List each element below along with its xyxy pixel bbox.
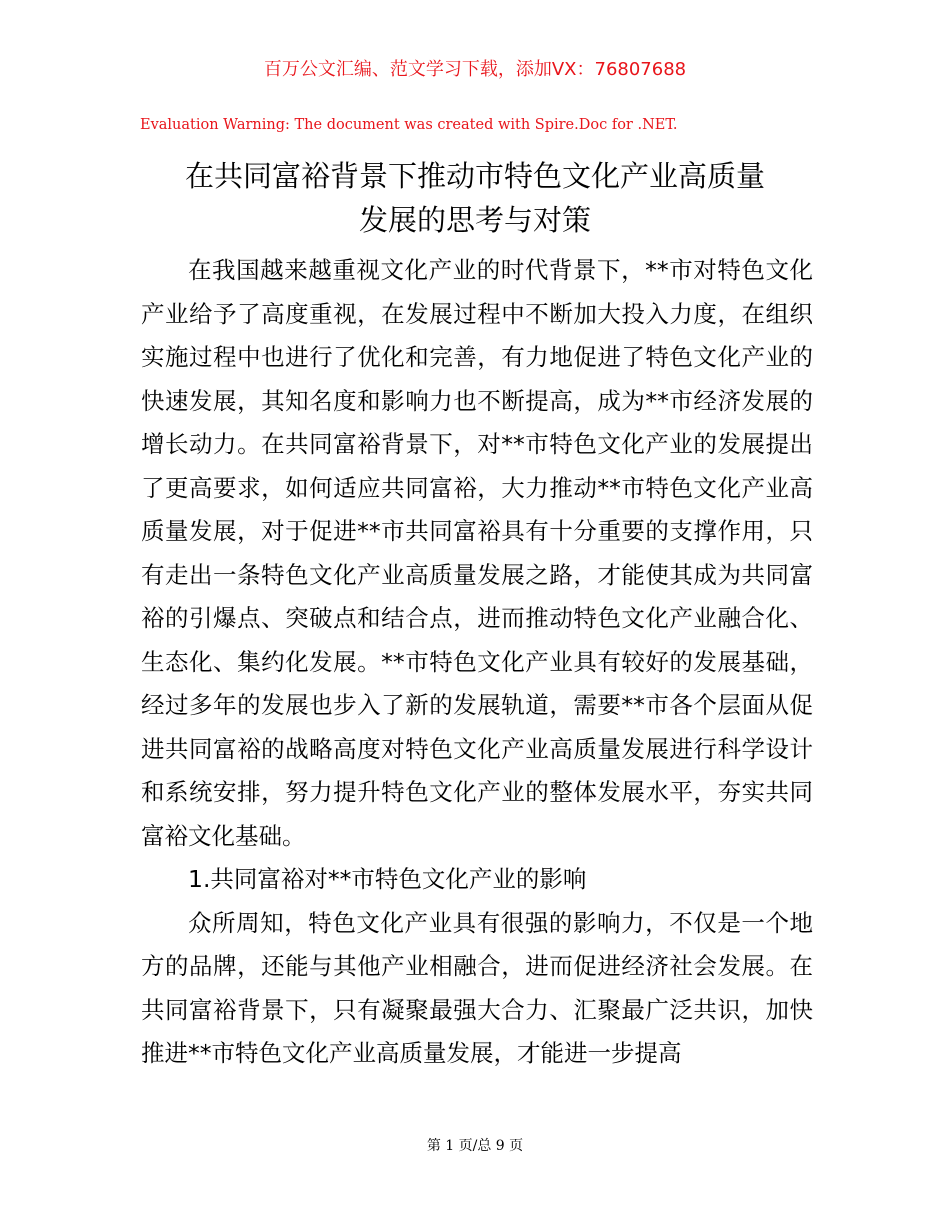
page-number: 第 1 页/总 9 页 <box>426 1138 524 1154</box>
title-line-1: 在共同富裕背景下推动市特色文化产业高质量 <box>184 159 765 193</box>
promo-banner: 百万公文汇编、范文学习下载，添加VX：76807688 <box>263 59 687 80</box>
body-paragraph: 在我国越来越重视文化产业的时代背景下，**市对特色文化产业给予了高度重视，在发展过程中不断加大投入力度，在组织实施过程中也进行了优化和完善，有力地促进了特色文化产业的快速发展，其知名度和影响力也不断提高，成为**市经济发展的增长动力。在共同富裕背景下，对**市特色文化产业的发展提出了更高要求，如何适应共同富裕，大力推动**市特色文化产业高质量发展，对于促进**市共同富裕具有十分重要的支撑作用，只有走出一条特色文化产业高质量发展之路，才能使其成为共同富裕的引爆点、突破点和结合点，进而推动特色文化产业融合化、生态化、集约化发展。**市特色文化产业具有较好的发展基础，经过多年的发展也步入了新的发展轨道，需要**市各个层面从促进共同富裕的战略高度对特色文化产业高质量发展进行科学设计和系统安排，努力提升特色文化产业的整体发展水平，夯实共同富裕文化基础。 <box>141 256 813 850</box>
title-line-2: 发展的思考与对策 <box>358 203 591 237</box>
document-body <box>141 249 813 1076</box>
body-paragraph: 众所周知，特色文化产业具有很强的影响力，不仅是一个地方的品牌，还能与其他产业相融合，进而促进经济社会发展。在共同富裕背景下，只有凝聚最强大合力、汇聚最广泛共识，加快推进**市特色文化产业高质量发展，才能进一步提高 <box>141 908 813 1067</box>
evaluation-warning: Evaluation Warning: The document was created with Spire.Doc for .NET. <box>140 117 678 133</box>
section-heading: 1.共同富裕对**市特色文化产业的影响 <box>188 865 587 893</box>
document-title <box>130 154 820 242</box>
